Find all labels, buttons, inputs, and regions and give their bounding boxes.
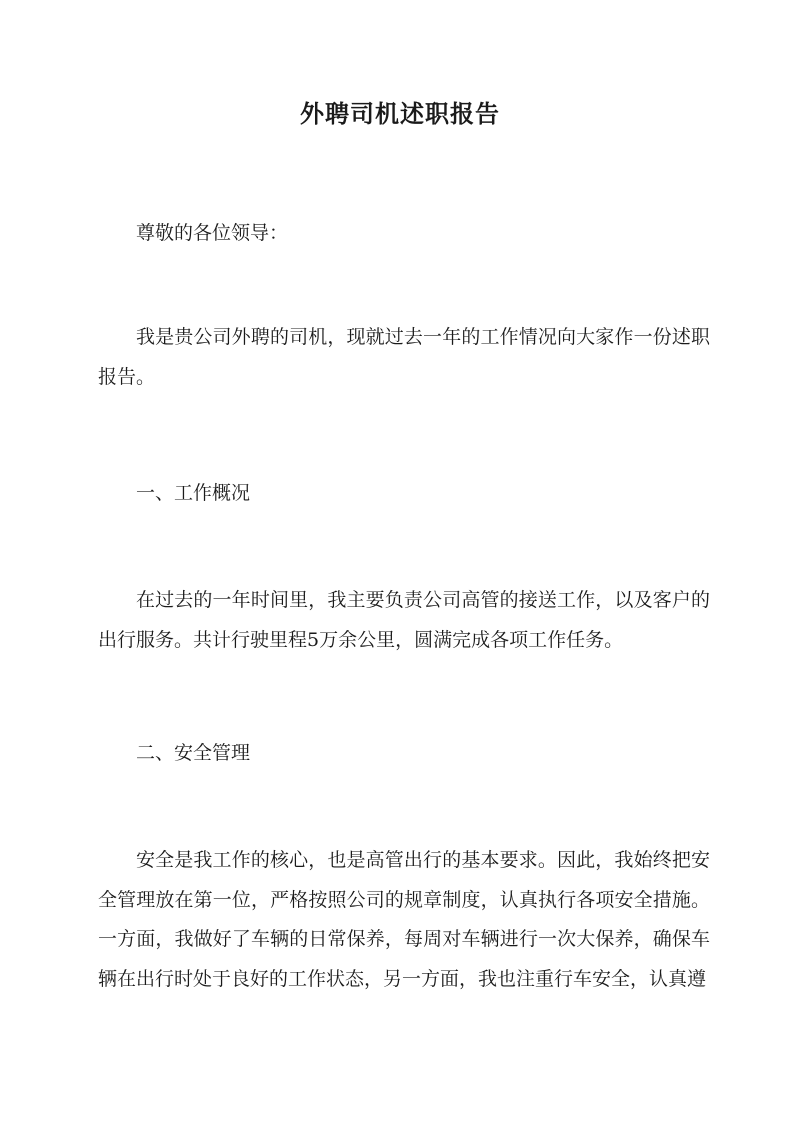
section-heading-work-overview: 一、工作概况: [136, 482, 251, 504]
section-heading-safety-management: 二、安全管理: [136, 742, 251, 764]
intro-paragraph: 我是贵公司外聘的司机，现就过去一年的工作情况向大家作一份述职报告。: [98, 326, 710, 388]
safety-management-paragraph: 安全是我工作的核心，也是高管出行的基本要求。因此，我始终把安全管理放在第一位，严格按照公司的规章制度，认真执行各项安全措施。一方面，我做好了车辆的日常保养，每周对车辆进行一次大保养，确保车辆在出行时处于良好的工作状态，另一方面，我也注重行车安全，认真遵: [98, 849, 710, 990]
document-title: 外聘司机述职报告: [300, 99, 500, 128]
work-overview-paragraph: 在过去的一年时间里，我主要负责公司高管的接送工作，以及客户的出行服务。共计行驶里程5万余公里，圆满完成各项工作任务。: [98, 589, 710, 651]
greeting-paragraph: 尊敬的各位领导：: [136, 222, 289, 244]
